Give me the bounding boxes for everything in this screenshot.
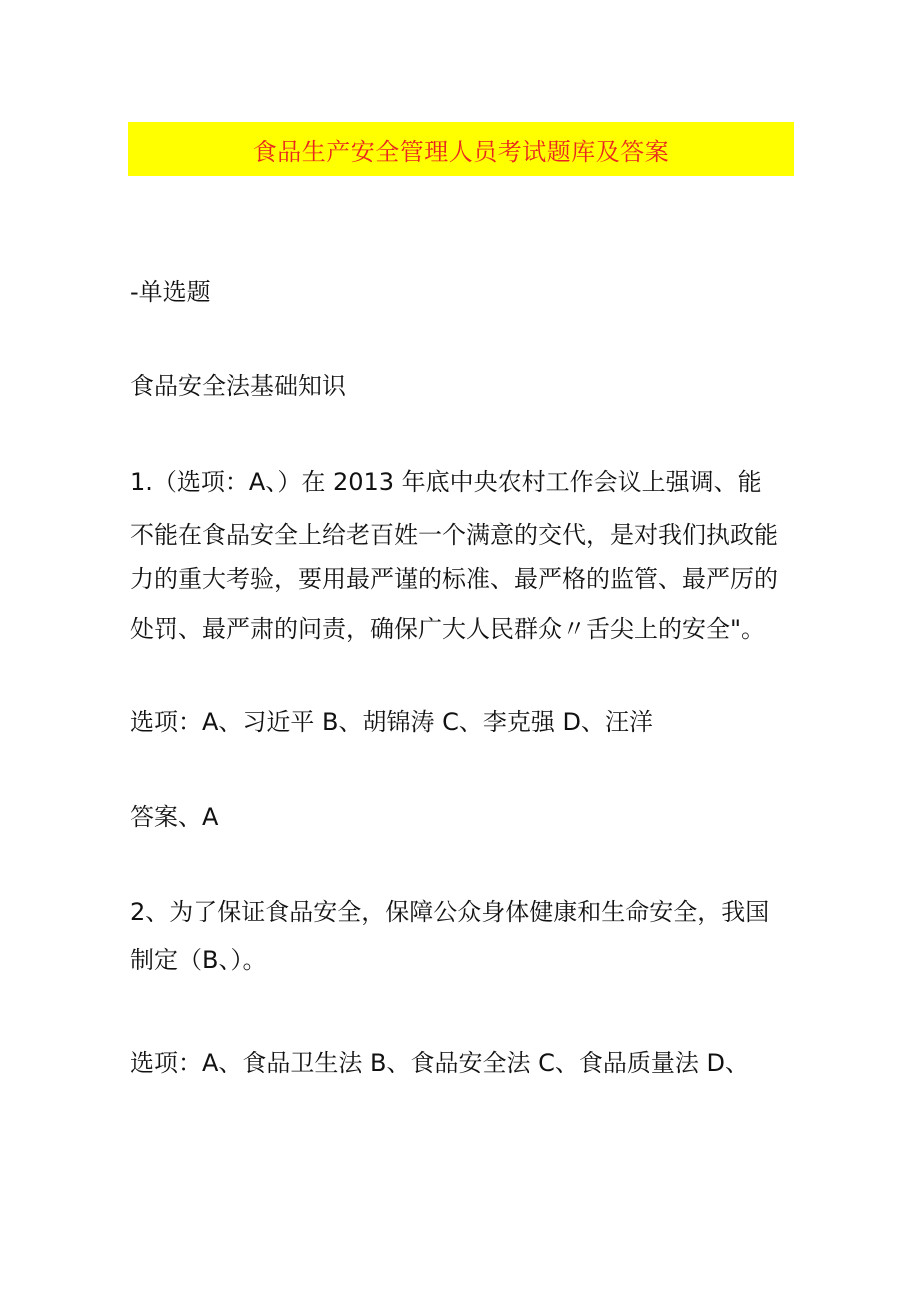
question-1-line-1: 1.（选项：A、）在 2013 年底中央农村工作会议上强调、能 bbox=[130, 468, 762, 496]
question-1-line-2: 不能在食品安全上给老百姓一个满意的交代，是对我们执政能 bbox=[130, 521, 778, 549]
question-1-answer: 答案、A bbox=[130, 803, 219, 831]
question-1-line-3: 力的重大考验，要用最严谨的标准、最严格的监管、最严厉的 bbox=[130, 565, 778, 593]
title-banner bbox=[128, 122, 794, 176]
document-title: 食品生产安全管理人员考试题库及答案 bbox=[252, 137, 670, 166]
question-2-options: 选项：A、食品卫生法 B、食品安全法 C、食品质量法 D、 bbox=[130, 1049, 750, 1077]
question-2-line-1: 2、为了保证食品安全，保障公众身体健康和生命安全，我国 bbox=[130, 898, 770, 926]
question-1-line-4: 处罚、最严肃的问责，确保广大人民群众〃舌尖上的安全"。 bbox=[130, 615, 766, 643]
section-heading: -单选题 bbox=[130, 278, 211, 306]
subsection-heading: 食品安全法基础知识 bbox=[130, 372, 346, 400]
question-1-options: 选项：A、习近平 B、胡锦涛 C、李克强 D、汪洋 bbox=[130, 708, 654, 736]
question-2-line-2: 制定（B、）。 bbox=[130, 946, 267, 974]
